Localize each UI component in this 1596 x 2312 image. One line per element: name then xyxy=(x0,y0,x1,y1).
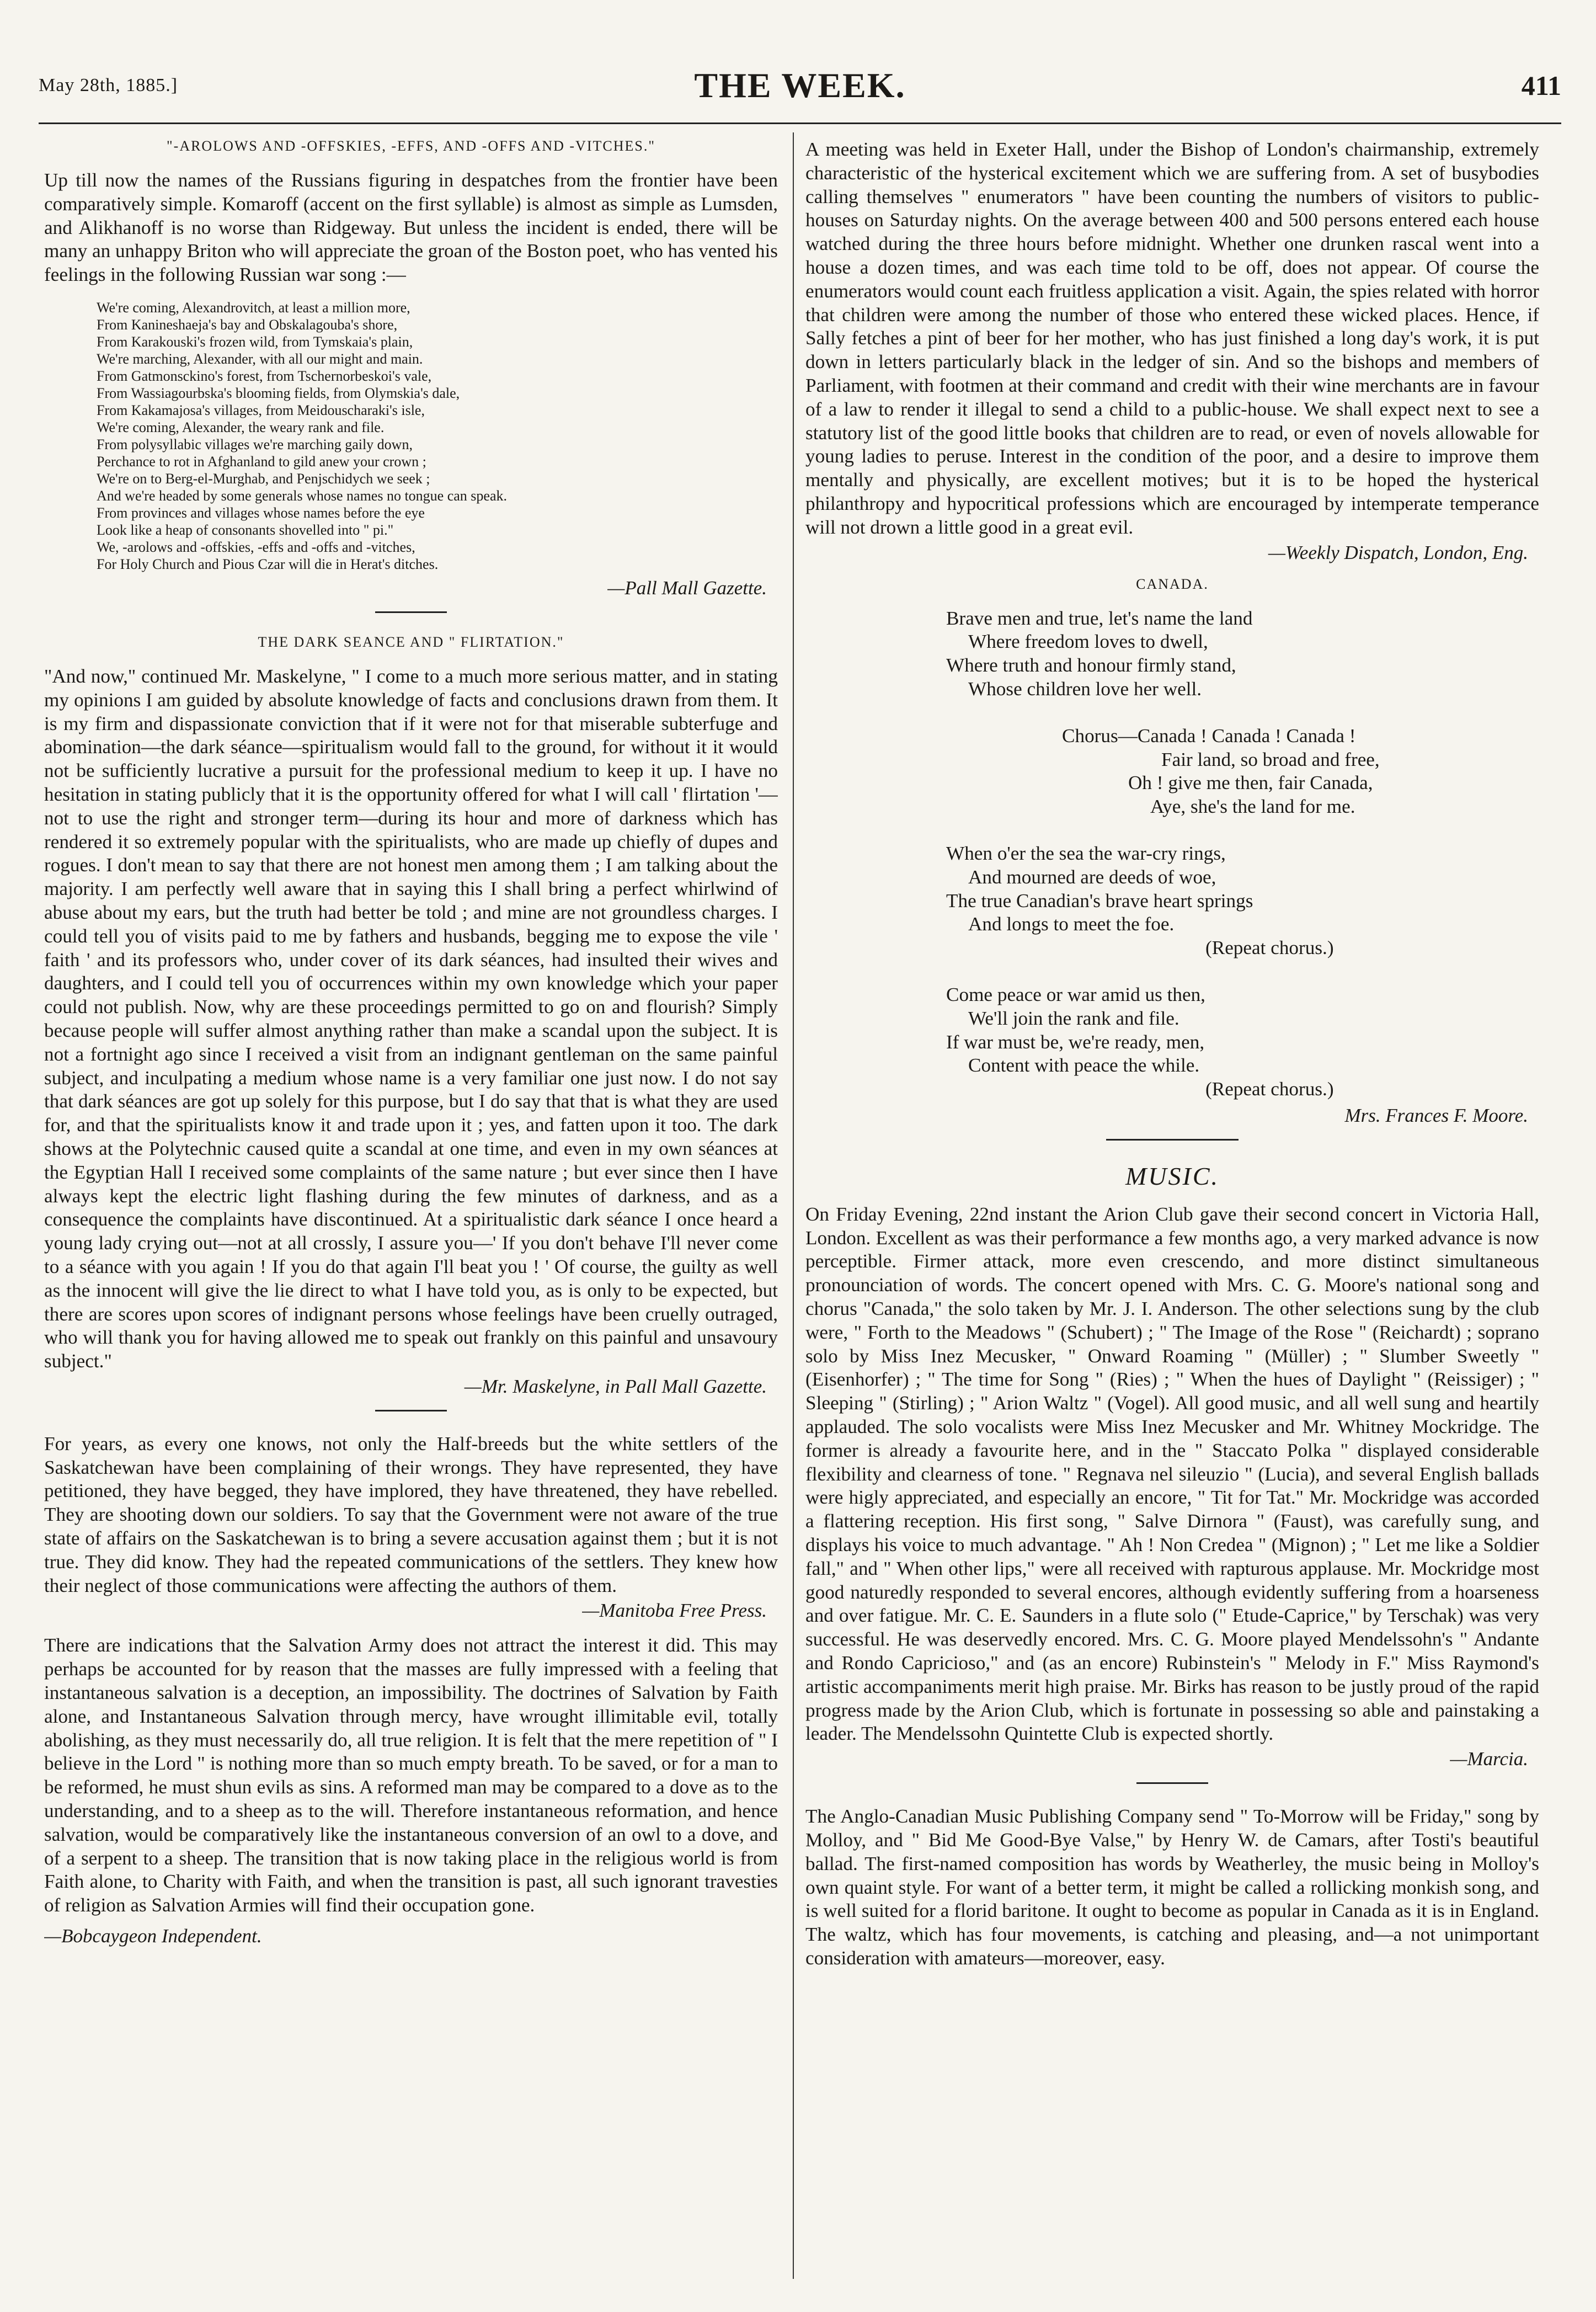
pall-mall-attribution: —Pall Mall Gazette. xyxy=(607,577,767,599)
chorus-line: Oh ! give me then, fair Canada, xyxy=(1128,772,1373,794)
repeat-chorus: (Repeat chorus.) xyxy=(1205,1078,1334,1100)
poem-line: We, -arolows and -offskies, -effs and -offs and -vitches, xyxy=(97,539,415,555)
right-column xyxy=(805,138,1539,2279)
song-line: Where freedom loves to dwell, xyxy=(968,631,1208,653)
page-header xyxy=(39,65,1561,115)
song-line: Whose children love her well. xyxy=(968,678,1202,700)
russian-names-intro: Up till now the names of the Russians figuring in despatches from the frontier have been comparatively simple. Komaroff (accent on the first syllable) is almost as simple as Lumsden, and Alikhanoff is no worse than Ridgeway. But unless the incident is ended, there will be many an unhappy Briton who will appreciate the groan of the Boston poet, who has vented his feelings in the following Russian war song :— xyxy=(44,169,778,286)
song-line: And longs to meet the foe. xyxy=(968,913,1175,935)
poem-line: We're marching, Alexander, with all our might and main. xyxy=(97,350,423,367)
column-divider xyxy=(793,132,794,2279)
dark-seance-body: "And now," continued Mr. Maskelyne, " I come to a much more serious matter, and in stating my opinions I am guided by absolute knowledge of facts and conclusions drawn from them. It is my firm and dispassionate conviction that if it were not for that miserable subterfuge and abomination—the dark séance—spiritualism would fall to the ground, for without it it would not be sufficiently lucrative a pursuit for the professional medium to keep it up. I have no hesitation in stating publicly that it is the opportunity offered for what I will call ' flirtation '—not to use the right and stronger term—during its hour and more of darkness which has rendered it so extremely popular with the spiritualists, who are made up chiefly of dupes and rogues. I don't mean to say that there are not honest men among them ; I am talking about the majority. I am perfectly well aware that in saying this I shall bring a perfect whirlwind of abuse about my ears, but the truth had better be told ; and mine are not groundless charges. I could tell you of visits paid to me by fathers and husbands, begging me to expose the vile ' faith ' and its professors who, under cover of its dark séances, had insulted their wives and daughters, and I could tell you of occurrences within my own knowledge which your paper could not publish. Now, why are these proceedings permitted to go on and flourish? Simply because people will suffer almost anything rather than make a scandal upon the subject. It is not a fortnight ago since I received a visit from an indignant gentleman on the same painful subject, and inculpating a medium whose name is a very familiar one just now. I do not say that dark séances are got up solely for this purpose, but I do say that that is what they are used for, and that the spiritualists know it and trade upon it ; yes, and fatten upon it too. The dark shows at the Polytechnic caused quite a scandal at one time, and even in my own séances at the Egyptian Hall I received some complaints of the same nature ; but ever since then I have always kept the electric light flashing during the few minutes of darkness, and as a consequence the complaints have discontinued. At a spiritualistic dark séance I once heard a young lady crying out—not at all crossly, I assure you—' If you don't behave I'll never come to a séance with you again ! If you do that again I'll beat you ! ' Of course, the guilty as well as the innocent will give the lie direct to what I have told you, as is only to be expected, but there are scores upon scores of indignant persons whose feelings have been cruelly outraged, who will thank you for having allowed me to speak out frankly on this painful and unsavoury subject." xyxy=(44,665,778,1372)
section-rule xyxy=(375,1410,447,1411)
canada-song xyxy=(946,607,1539,1101)
poem-line: From Kakamajosa's villages, from Meidouscharaki's isle, xyxy=(97,402,425,418)
song-line: We'll join the rank and file. xyxy=(968,1007,1179,1029)
song-line: And mourned are deeds of woe, xyxy=(968,866,1216,888)
poem-line: From Karakouski's frozen wild, from Tymskaia's plain, xyxy=(97,333,413,350)
poem-line: From Kanineshaeja's bay and Obskalagouba's shore, xyxy=(97,316,398,333)
poem-line: For Holy Church and Pious Czar will die in Herat's ditches. xyxy=(97,556,439,572)
poem-line: From provinces and villages whose names before the eye xyxy=(97,504,425,521)
canada-title: CANADA. xyxy=(1136,576,1209,592)
poem-line: Perchance to rot in Afghanland to gild anew your crown ; xyxy=(97,453,426,470)
poem-line: We're coming, Alexandrovitch, at least a million more, xyxy=(97,299,410,316)
chorus-line: Aye, she's the land for me. xyxy=(1150,796,1355,818)
song-line: If war must be, we're ready, men, xyxy=(946,1031,1205,1053)
chorus-line: Chorus—Canada ! Canada ! Canada ! xyxy=(1062,725,1356,747)
poem-line: From Wassiagourbska's blooming fields, from Olymskia's dale, xyxy=(97,385,460,401)
song-line: Brave men and true, let's name the land xyxy=(946,607,1253,629)
chorus-line: Fair land, so broad and free, xyxy=(1161,748,1380,770)
arion-club-review: On Friday Evening, 22nd instant the Arion Club gave their second concert in Victoria Hall, London. Excellent as was their performance a few months ago, a very marked advance is now perceptible. Firmer attack, more even crescendo, and more distinct simultaneous pronounciation of words. The concert opened with Mrs. C. G. Moore's national song and chorus "Canada," the solo taken by Mr. J. I. Anderson. The other selections sung by the club were, " Forth to the Meadows " (Schubert) ; " The Image of the Rose " (Reichardt) ; soprano solo by Miss Inez Mecusker, " Onward Roaming " (Müller) ; " Slumber Sweetly " (Eisenhorfer) ; " The time for Song " (Ries) ; " When the hues of Daylight " (Reissiger) ; " Sleeping " (Stirling) ; " Arion Waltz " (Vogel). All good music, and all well sung and heartily applauded. The solo vocalists were Miss Inez Mecusker and Mr. Whitney Mockridge. The former is already a favourite here, and in the " Staccato Polka " displayed considerable flexibility and clearness of tone. " Regnava nel sileuzio " (Lucia), and several English ballads were higly appreciated, and especially an encore, " Tit for Tat." Mr. Mockridge was accorded a flattering reception. His first song, " Salve Dirnora " (Faust), was carefully sung, and displays his voice to much advantage. " Ah ! Non Credea " (Mignon) ; " Let me like a Soldier fall," and " When other lips," were all received with rapturous applause. Mr. Mockridge most good naturedly responded to several encores, although evidently suffering from a hoarseness and over fatigue. Mr. C. E. Saunders in a flute solo (" Etude-Caprice," by Terschak) was very successful. He was deservedly encored. Mrs. C. G. Moore played Mendelssohn's " Andante and Rondo Capricioso," and (as an encore) Rubinstein's " Melody in F." Miss Raymond's artistic accompaniments merit high praise. Mr. Birks has reason to be justly proud of the rapid progress made by the Arion Club, which is fortunate in possessing so able and painstaking a leader. The Mendelssohn Quintette Club is expected shortly. xyxy=(805,1203,1539,1745)
section-rule xyxy=(1106,1139,1239,1141)
marcia-attribution: —Marcia. xyxy=(1450,1748,1528,1770)
poem-line: And we're headed by some generals whose names no tongue can speak. xyxy=(97,487,507,504)
repeat-chorus: (Repeat chorus.) xyxy=(1205,937,1334,959)
song-line: When o'er the sea the war-cry rings, xyxy=(946,842,1226,864)
section-rule xyxy=(1136,1782,1208,1784)
song-author: Mrs. Frances F. Moore. xyxy=(1344,1104,1528,1126)
poem-line: We're coming, Alexander, the weary rank and file. xyxy=(97,419,385,435)
bobcaygeon-attribution: —Bobcaygeon Independent. xyxy=(44,1925,262,1947)
dark-seance-title: THE DARK SEANCE AND " FLIRTATION." xyxy=(258,633,564,650)
header-rule xyxy=(39,122,1561,124)
saskatchewan-body: For years, as every one knows, not only the Half-breeds but the white settlers of the Saskatchewan have been complaining of their wrongs. They have represented, they have petitioned, they have begged, they have implored, they have threatened, they have rebelled. They are shooting down our soldiers. To say that the Government were not aware of the true state of affairs on the Saskatchewan is to bring a severe accusation against them ; but it is not true. They did know. They had the repeated communications of the settlers. They knew how their neglect of those communications were affecting the authors of them. xyxy=(44,1432,778,1596)
music-section-title: MUSIC. xyxy=(1125,1162,1220,1190)
salvation-army-body: There are indications that the Salvation Army does not attract the interest it did. This may perhaps be accounted for by reason that the masses are fully impressed with a feeling that instantaneous salvation is a deception, an impossibility. The doctrines of Salvation by Faith alone, and Instantaneous Salvation through mercy, have wrought illimitable evil, totally abolishing, as they must necessarily do, all true religion. It is felt that the mere repetition of " I believe in the Lord " is nothing more than so much empty breath. To be saved, or for a man to be reformed, he must shun evils as sins. A reformed man may be compared to a dove as to the understanding, and to a sheep as to the will. Therefore instantaneous reformation, and hence salvation, would be comparatively like the instantaneous conversion of an owl to a dove, and of a serpent to a sheep. The transition that is now taking place in the religious world is from Faith alone, to Charity with Faith, and when the transition is past, all such ignorant travesties of religion as Salvation Armies will find their occupation gone. xyxy=(44,1634,778,1916)
maskelyne-attribution: —Mr. Maskelyne, in Pall Mall Gazette. xyxy=(464,1375,767,1397)
poem-line: From Gatmonsckino's forest, from Tschernorbeskoi's vale, xyxy=(97,367,432,384)
russian-names-title: "-AROLOWS AND -OFFSKIES, -EFFS, AND -OFFS AND -VITCHES." xyxy=(167,138,655,154)
page-number: 411 xyxy=(1521,70,1561,101)
left-column xyxy=(44,138,778,2279)
issue-date: May 28th, 1885.] xyxy=(39,75,178,95)
manitoba-attribution: —Manitoba Free Press. xyxy=(582,1600,767,1622)
publication-title: THE WEEK. xyxy=(694,66,906,105)
song-line: The true Canadian's brave heart springs xyxy=(946,889,1253,912)
song-line: Come peace or war amid us then, xyxy=(946,983,1205,1005)
weekly-dispatch-attribution: —Weekly Dispatch, London, Eng. xyxy=(1268,541,1528,563)
poem-line: Look like a heap of consonants shovelled into " pi." xyxy=(97,521,394,538)
russian-war-song xyxy=(97,299,778,573)
poem-line: From polysyllabic villages we're marching gaily down, xyxy=(97,436,413,452)
song-line: Where truth and honour firmly stand, xyxy=(946,654,1236,676)
section-rule xyxy=(375,611,447,613)
song-line: Content with peace the while. xyxy=(968,1054,1200,1077)
anglo-canadian-notice: The Anglo-Canadian Music Publishing Company send " To-Morrow will be Friday," song by Molloy, and " Bid Me Good-Bye Valse," by Henry W. de Camars, after Tosti's beautiful ballad. The first-named composition has words by Weatherley, the music being in Molloy's own quaint style. For want of a better term, it might be called a rollicking monkish song, and is well suited for a florid baritone. It ought to become as popular in Canada as it is in England. The waltz, which has four movements, is catching and pleasing, and—a not unimportant consideration with amateurs—moreover, easy. xyxy=(805,1805,1539,1969)
exeter-hall-body: A meeting was held in Exeter Hall, under the Bishop of London's chairmanship, extremely characteristic of the hysterical excitement which we are suffering from. A set of busybodies calling themselves " enumerators " have been counting the numbers of visitors to public-houses on Saturday nights. On the average between 400 and 500 persons entered each house watched during the three hours before midnight. Whether one drunken rascal went into a house a dozen times, and was each time told to be off, does not appear. Of course the enumerators would count each fruitless application a visit. Again, the spies related with horror that children were among the number of those who entered these wicked places. Hence, if Sally fetches a pint of beer for her mother, who has just finished a long day's work, it is put down in letters particularly black in the ledger of sin. And so the bishops and members of Parliament, with footmen at their command and credit with their wine merchants are in favour of a law to render it illegal to send a child to a public-house. We shall expect next to see a statutory list of the good little books that children are to read, or even of novels allowable for young ladies to peruse. Interest in the condition of the poor, and a desire to improve them mentally and physically, are excellent motives; but it is to be hoped the hysterical philanthropy and hypocritical professions which are encouraged by intemperate temperance will not drown a little good in a great evil. xyxy=(805,138,1539,538)
poem-line: We're on to Berg-el-Murghab, and Penjschidych we seek ; xyxy=(97,470,430,487)
